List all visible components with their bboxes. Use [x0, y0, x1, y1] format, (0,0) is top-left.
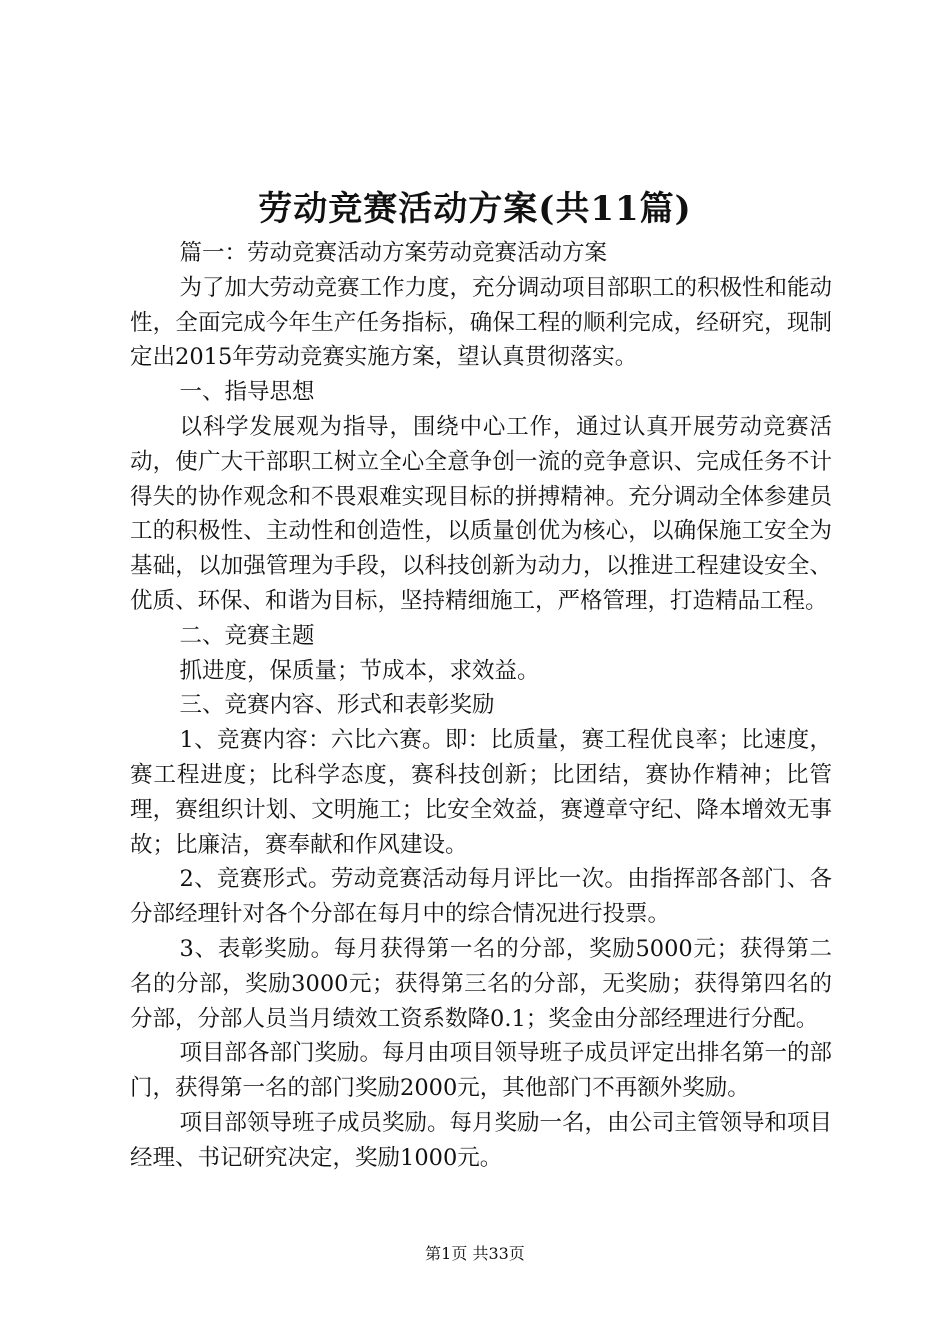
body-paragraph: 3、表彰奖励。每月获得第一名的分部，奖励5000元；获得第二名的分部，奖励3000元；获得第三名的分部，无奖励；获得第四名的分部，分部人员当月绩效工资系数降0.1；奖金由分部经理进行分配。 [130, 935, 832, 1032]
body-paragraph: 以科学发展观为指导，围绕中心工作，通过认真开展劳动竞赛活动，使广大干部职工树立全心全意争创一流的竞争意识、完成任务不计得失的协作观念和不畏艰难实现目标的拼搏精神。充分调动全体参建员工的积极性、主动性和创造性，以质量创优为核心，以确保施工安全为基础，以加强管理为手段，以科技创新为动力，以推进工程建设安全、优质、环保、和谐为目标，坚持精细施工，严格管理，打造精品工程。 [130, 413, 832, 614]
body-paragraph: 抓进度，保质量；节成本，求效益。 [179, 657, 540, 684]
body-paragraph: 1、竞赛内容：六比六赛。即：比质量，赛工程优良率；比速度，赛工程进度；比科学态度，赛科技创新；比团结，赛协作精神；比管理，赛组织计划、文明施工；比安全效益，赛遵章守纪、降本增效无事故；比廉洁，赛奉献和作风建设。 [130, 727, 832, 858]
document-title: 劳动竞赛活动方案(共11篇) [258, 189, 692, 229]
section-intro-line: 篇一：劳动竞赛活动方案劳动竞赛活动方案 [179, 240, 608, 266]
section-heading: 三、竞赛内容、形式和表彰奖励 [179, 692, 495, 719]
body-paragraph: 项目部各部门奖励。每月由项目领导班子成员评定出排名第一的部门，获得第一名的部门奖励2000元，其他部门不再额外奖励。 [130, 1040, 833, 1102]
body-paragraph: 项目部领导班子成员奖励。每月奖励一名，由公司主管领导和项目经理、书记研究决定，奖励1000元。 [130, 1109, 833, 1171]
section-heading: 二、竞赛主题 [179, 622, 315, 649]
document-body [130, 236, 832, 1176]
section-heading: 一、指导思想 [179, 379, 315, 406]
page-footer: 第1页 共33页 [425, 1244, 525, 1263]
body-paragraph: 为了加大劳动竞赛工作力度，充分调动项目部职工的积极性和能动性，全面完成今年生产任务指标，确保工程的顺利完成，经研究，现制定出2015年劳动竞赛实施方案，望认真贯彻落实。 [130, 274, 833, 371]
body-paragraph: 2、竞赛形式。劳动竞赛活动每月评比一次。由指挥部各部门、各分部经理针对各个分部在每月中的综合情况进行投票。 [130, 866, 832, 928]
